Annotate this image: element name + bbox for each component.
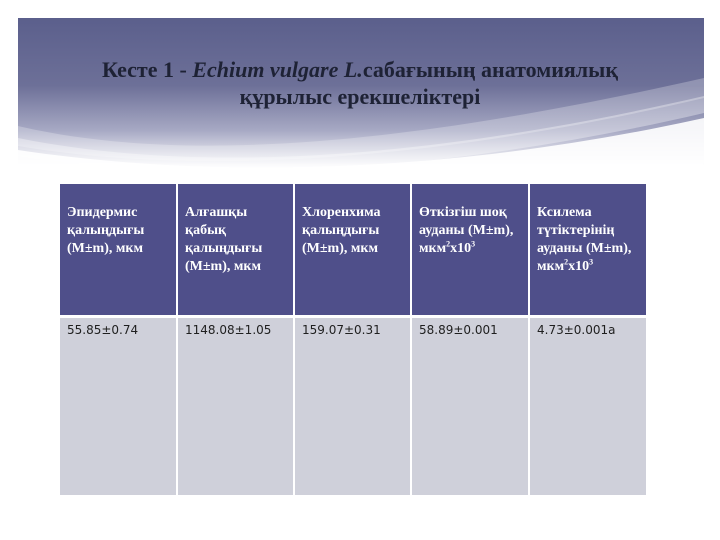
cell-xylem-vessels-value: 4.73±0.001а <box>529 316 646 495</box>
header-primary-cortex: Алғашқы қабық қалыңдығы (M±m), мкм <box>177 184 294 316</box>
header-epidermis: Эпидермис қалыңдығы (M±m), мкм <box>60 184 177 316</box>
anatomy-table <box>60 184 646 495</box>
title-line1-rest: сабағының анатомиялық <box>362 57 619 82</box>
title-species: Echium vulgare L. <box>192 57 363 82</box>
header-vascular-bundle: Өткізгіш шоқ ауданы (M±m), $мкм^2х10^3$ <box>411 184 529 316</box>
cell-chlorenchyma-value: 159.07±0.31 <box>294 316 411 495</box>
slide-title <box>40 56 680 110</box>
title-line2: құрылыс ерекшеліктері <box>239 84 481 109</box>
cell-epidermis-value: 55.85±0.74 <box>60 316 177 495</box>
header-chlorenchyma: Хлоренхима қалыңдығы (M±m), мкм <box>294 184 411 316</box>
cell-primary-cortex-value: 1148.08±1.05 <box>177 316 294 495</box>
header-xylem-vessels: Ксилема түтіктерінің ауданы (M±m), $мкм^2х10^3$ <box>529 184 646 316</box>
title-prefix: Кесте 1 - <box>101 57 193 82</box>
cell-vascular-bundle-value: 58.89±0.001 <box>411 316 529 495</box>
data-table-wrapper <box>60 184 646 495</box>
table-header-row <box>60 184 646 316</box>
table-row <box>60 316 646 495</box>
